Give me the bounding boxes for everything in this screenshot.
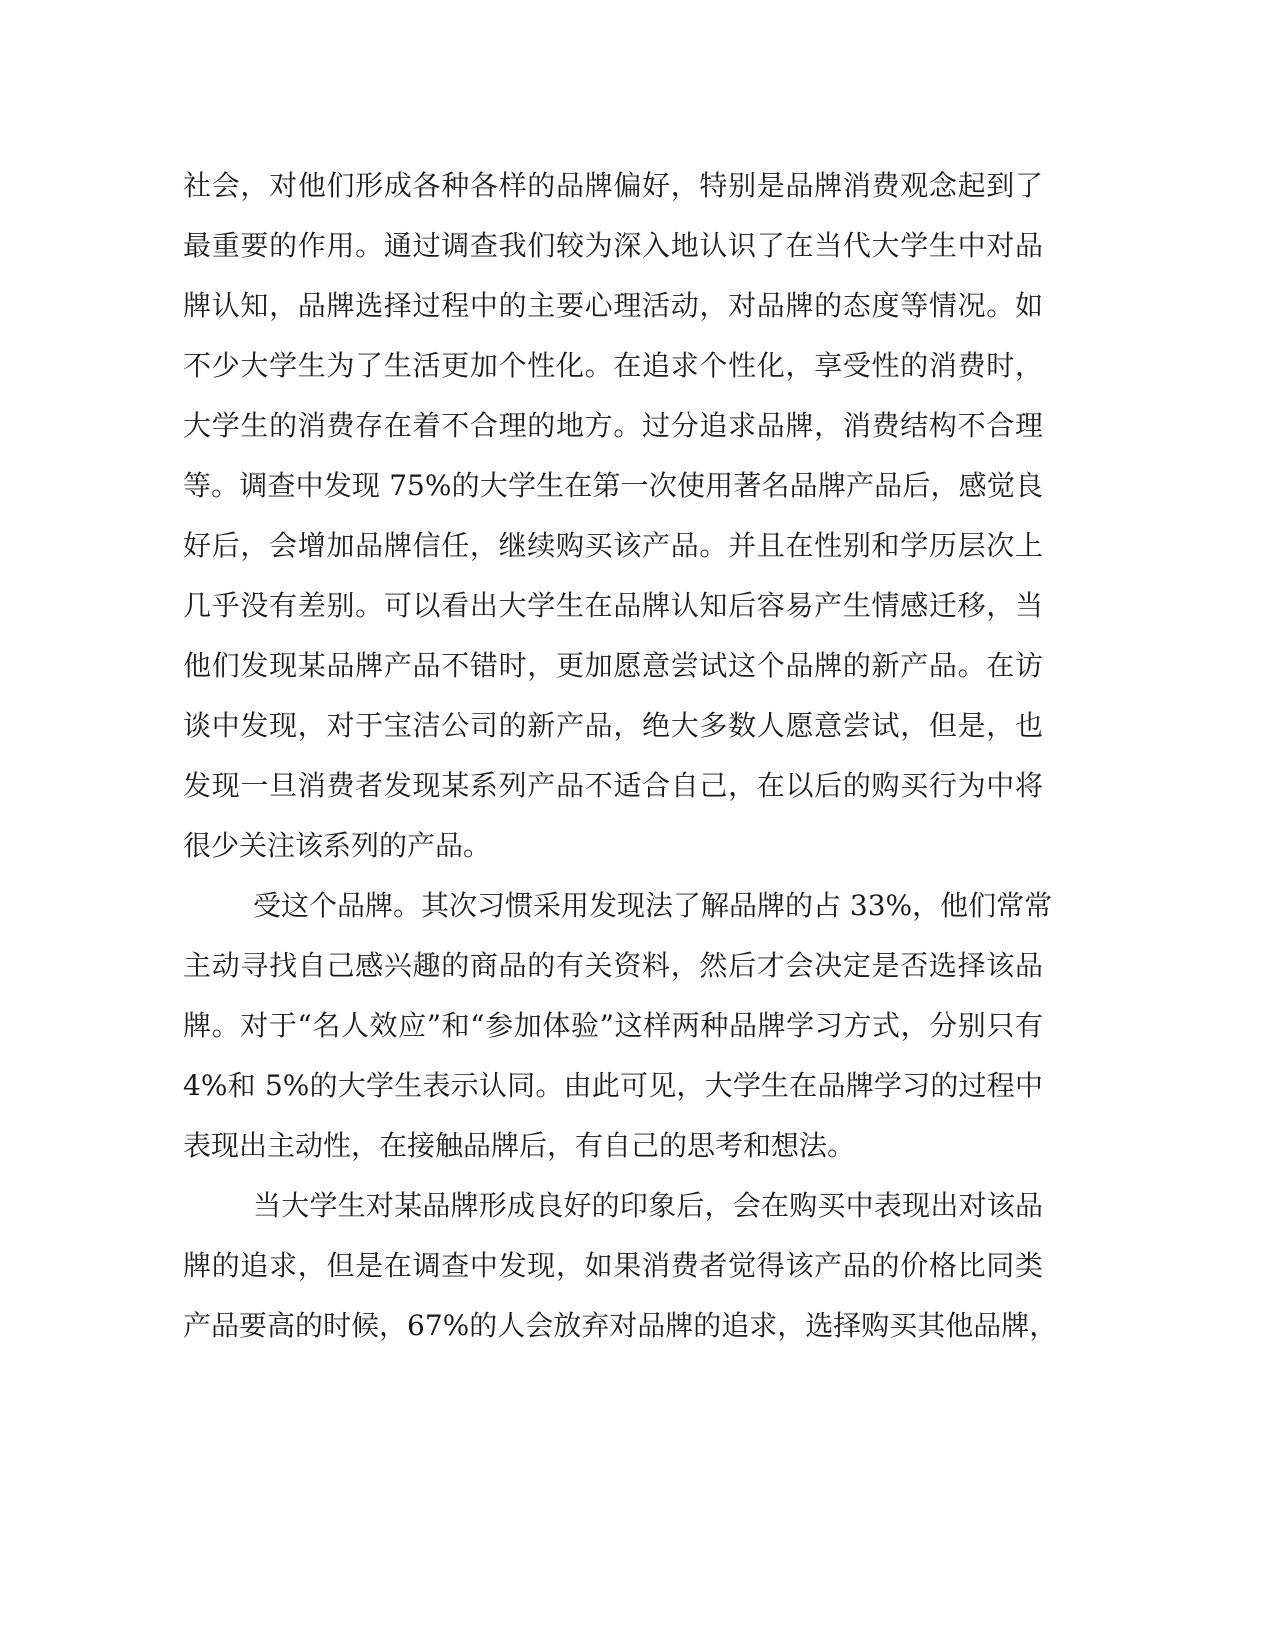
body-text: [183, 156, 1058, 1356]
text-line: 谈中发现，对于宝洁公司的新产品，绝大多数人愿意尝试，但是，也: [183, 709, 1043, 742]
text-line: 最重要的作用。通过调查我们较为深入地认识了在当代大学生中对品: [183, 229, 1043, 262]
paragraph-2: [183, 876, 1053, 1176]
text-line: 4%和 5%的大学生表示认同。由此可见，大学生在品牌学习的过程中: [183, 1069, 1043, 1102]
text-line: 表现出主动性，在接触品牌后，有自己的思考和想法。: [183, 1129, 856, 1162]
text-line: 产品要高的时候，67%的人会放弃对品牌的追求，选择购买其他品牌，: [183, 1309, 1058, 1342]
text-line: 几乎没有差别。可以看出大学生在品牌认知后容易产生情感迁移，当: [183, 589, 1043, 622]
text-line: 不少大学生为了生活更加个性化。在追求个性化，享受性的消费时，: [183, 349, 1043, 382]
text-line: 他们发现某品牌产品不错时，更加愿意尝试这个品牌的新产品。在访: [183, 649, 1043, 682]
paragraph-3: [183, 1176, 1058, 1356]
text-line: 很少关注该系列的产品。: [183, 829, 492, 862]
text-line: 当大学生对某品牌形成良好的印象后，会在购买中表现出对该品: [253, 1189, 1043, 1222]
text-line: 好后，会增加品牌信任，继续购买该产品。并且在性别和学历层次上: [183, 529, 1043, 562]
text-line: 牌认知，品牌选择过程中的主要心理活动，对品牌的态度等情况。如: [183, 289, 1043, 322]
text-line: 牌。对于“名人效应”和“参加体验”这样两种品牌学习方式，分别只有: [183, 1009, 1043, 1042]
text-line: 大学生的消费存在着不合理的地方。过分追求品牌，消费结构不合理: [183, 409, 1043, 442]
text-line: 主动寻找自己感兴趣的商品的有关资料，然后才会决定是否选择该品: [183, 949, 1043, 982]
text-line: 社会，对他们形成各种各样的品牌偏好，特别是品牌消费观念起到了: [183, 169, 1043, 202]
text-line: 等。调查中发现 75%的大学生在第一次使用著名品牌产品后，感觉良: [183, 469, 1043, 502]
text-line: 受这个品牌。其次习惯采用发现法了解品牌的占 33%，他们常常: [253, 889, 1053, 922]
paragraph-1: [183, 156, 1043, 876]
text-line: 牌的追求，但是在调查中发现，如果消费者觉得该产品的价格比同类: [183, 1249, 1043, 1282]
text-line: 发现一旦消费者发现某系列产品不适合自己，在以后的购买行为中将: [183, 769, 1043, 802]
